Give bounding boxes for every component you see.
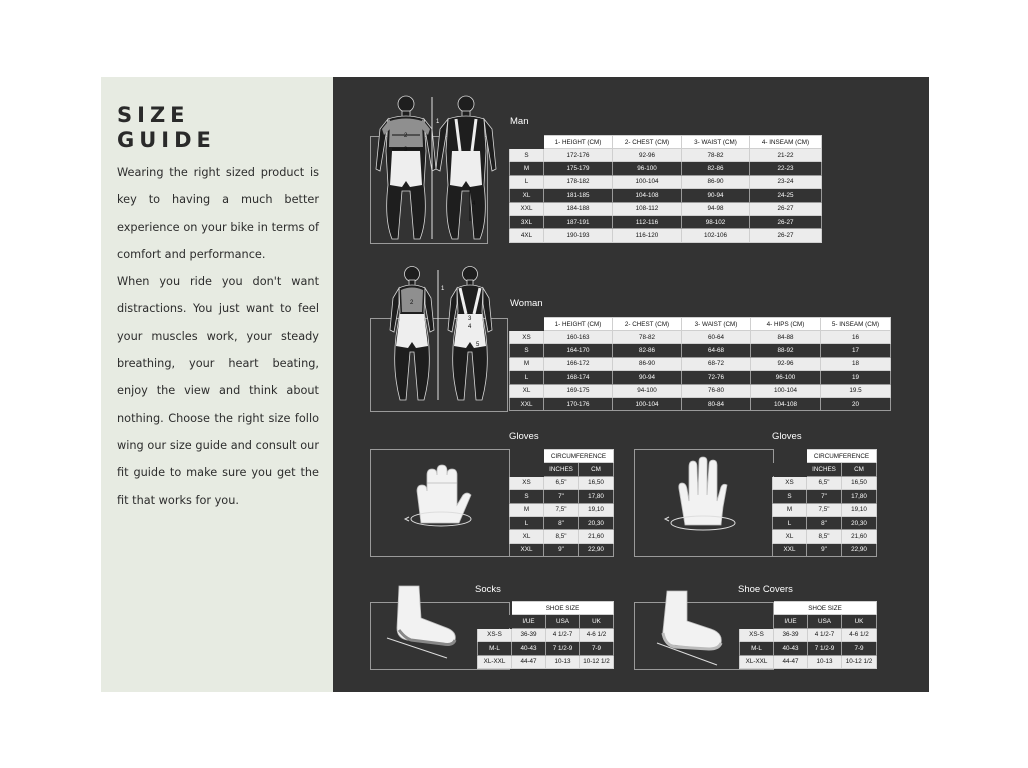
table-row — [510, 149, 822, 162]
empty-cell — [740, 602, 774, 615]
man-marker-4: 4 — [472, 201, 476, 207]
table-row — [510, 530, 614, 543]
value-cell: 4-6 1/2 — [842, 628, 877, 641]
page-title — [117, 103, 216, 153]
table-row — [740, 655, 877, 668]
size-cell: M — [773, 503, 807, 516]
size-cell: XL — [510, 530, 544, 543]
gloves-short-label: Gloves — [509, 431, 539, 442]
value-cell: 22-23 — [750, 162, 822, 175]
column-header: UK — [842, 615, 877, 628]
value-cell: 4 1/2-7 — [546, 628, 580, 641]
short-finger-glove-icon — [403, 461, 483, 541]
table-row — [510, 490, 614, 503]
table-row — [510, 331, 891, 344]
value-cell: 40-43 — [774, 642, 808, 655]
value-cell: 17,80 — [842, 490, 877, 503]
group-header: SHOE SIZE — [774, 602, 877, 615]
table-row — [773, 490, 877, 503]
column-header: INCHES — [807, 463, 842, 476]
size-cell: M — [510, 357, 544, 370]
value-cell: 8" — [807, 516, 842, 529]
value-cell: 90-94 — [613, 371, 682, 384]
table-row — [510, 397, 891, 410]
table-row — [773, 503, 877, 516]
value-cell: 9" — [807, 543, 842, 556]
value-cell: 92-96 — [751, 357, 821, 370]
empty-cell — [510, 450, 544, 463]
size-cell: M — [510, 162, 544, 175]
value-cell: 88-92 — [751, 344, 821, 357]
table-row — [510, 202, 822, 215]
empty-cell — [773, 463, 807, 476]
gloves-short-size-table — [509, 449, 614, 557]
value-cell: 175-179 — [544, 162, 613, 175]
empty-cell — [478, 615, 512, 628]
table-row — [510, 357, 891, 370]
intro-panel — [101, 77, 333, 692]
value-cell: 98-102 — [682, 215, 750, 228]
table-row — [510, 384, 891, 397]
value-cell: 6,5" — [807, 476, 842, 489]
value-cell: 90-94 — [682, 189, 750, 202]
value-cell: 19.5 — [821, 384, 891, 397]
value-cell: 16,50 — [842, 476, 877, 489]
table-row — [510, 215, 822, 228]
sub-header-row — [773, 463, 877, 476]
column-header: 1- HEIGHT (CM) — [544, 318, 613, 331]
value-cell: 172-176 — [544, 149, 613, 162]
table-row — [510, 189, 822, 202]
shoe-covers-label: Shoe Covers — [738, 584, 793, 595]
woman-header-row — [510, 318, 891, 331]
size-cell: XS — [510, 476, 544, 489]
value-cell: 68-72 — [682, 357, 751, 370]
value-cell: 96-100 — [751, 371, 821, 384]
value-cell: 8,5" — [807, 530, 842, 543]
socks-label: Socks — [475, 584, 501, 595]
man-header-row — [510, 136, 822, 149]
woman-size-table — [509, 317, 891, 411]
value-cell: 104-108 — [613, 189, 682, 202]
column-header: 1- HEIGHT (CM) — [544, 136, 613, 149]
size-cell: XS-S — [740, 628, 774, 641]
value-cell: 112-116 — [613, 215, 682, 228]
value-cell: 82-86 — [613, 344, 682, 357]
size-cell: L — [510, 175, 544, 188]
table-row — [510, 476, 614, 489]
man-figure-icon — [370, 89, 500, 247]
group-header-row — [740, 602, 877, 615]
value-cell: 170-176 — [544, 397, 613, 410]
value-cell: 20,30 — [579, 516, 614, 529]
man-marker-1: 1 — [436, 119, 440, 125]
size-cell: XL — [510, 384, 544, 397]
value-cell: 92-96 — [613, 149, 682, 162]
man-size-table — [509, 135, 822, 243]
size-cell: S — [510, 490, 544, 503]
value-cell: 164-170 — [544, 344, 613, 357]
value-cell: 190-193 — [544, 229, 613, 242]
size-cell: XS — [510, 331, 544, 344]
value-cell: 19,10 — [842, 503, 877, 516]
value-cell: 100-104 — [751, 384, 821, 397]
value-cell: 86-90 — [682, 175, 750, 188]
sub-header-row — [740, 615, 877, 628]
value-cell: 184-188 — [544, 202, 613, 215]
size-cell: M-L — [478, 642, 512, 655]
column-header: 2- CHEST (CM) — [613, 136, 682, 149]
table-row — [510, 516, 614, 529]
size-cell: XL — [510, 189, 544, 202]
value-cell: 94-98 — [682, 202, 750, 215]
value-cell: 82-86 — [682, 162, 750, 175]
gloves-full-label: Gloves — [772, 431, 802, 442]
value-cell: 116-120 — [613, 229, 682, 242]
size-cell: L — [510, 516, 544, 529]
woman-marker-4: 4 — [468, 324, 472, 330]
value-cell: 178-182 — [544, 175, 613, 188]
size-cell: XXL — [773, 543, 807, 556]
value-cell: 26-27 — [750, 229, 822, 242]
size-cell: L — [773, 516, 807, 529]
value-cell: 60-64 — [682, 331, 751, 344]
value-cell: 7-9 — [842, 642, 877, 655]
value-cell: 21,60 — [842, 530, 877, 543]
woman-figure-icon — [388, 260, 508, 410]
empty-cell — [773, 450, 807, 463]
table-row — [773, 516, 877, 529]
column-header: 4- HIPS (CM) — [751, 318, 821, 331]
value-cell: 84-88 — [751, 331, 821, 344]
value-cell: 7 1/2-9 — [808, 642, 842, 655]
group-header-row — [510, 450, 614, 463]
value-cell: 78-82 — [682, 149, 750, 162]
size-cell: XXL — [510, 543, 544, 556]
socks-size-table — [477, 601, 614, 669]
column-header: 3- WAIST (CM) — [682, 136, 750, 149]
group-header: CIRCUMFERENCE — [807, 450, 877, 463]
value-cell: 44-47 — [774, 655, 808, 668]
group-header: CIRCUMFERENCE — [544, 450, 614, 463]
size-cell: XL-XXL — [478, 655, 512, 668]
woman-marker-2: 2 — [410, 300, 414, 306]
value-cell: 24-25 — [750, 189, 822, 202]
value-cell: 36-39 — [774, 628, 808, 641]
value-cell: 16 — [821, 331, 891, 344]
size-cell: XL — [773, 530, 807, 543]
value-cell: 17 — [821, 344, 891, 357]
table-row — [773, 543, 877, 556]
value-cell: 7 1/2-9 — [546, 642, 580, 655]
sub-header-row — [478, 615, 614, 628]
value-cell: 64-68 — [682, 344, 751, 357]
column-header: I/UE — [512, 615, 546, 628]
group-header-row — [773, 450, 877, 463]
value-cell: 187-191 — [544, 215, 613, 228]
value-cell: 181-185 — [544, 189, 613, 202]
table-row — [478, 628, 614, 641]
value-cell: 21-22 — [750, 149, 822, 162]
column-header: I/UE — [774, 615, 808, 628]
table-row — [510, 543, 614, 556]
column-header: USA — [808, 615, 842, 628]
value-cell: 94-100 — [613, 384, 682, 397]
value-cell: 108-112 — [613, 202, 682, 215]
woman-label: Woman — [510, 298, 543, 309]
table-row — [510, 229, 822, 242]
value-cell: 10-13 — [546, 655, 580, 668]
column-header — [510, 136, 544, 149]
woman-marker-5: 5 — [476, 342, 480, 348]
empty-cell — [510, 463, 544, 476]
title-line-2: GUIDE — [117, 128, 216, 152]
size-charts-panel — [333, 77, 929, 692]
value-cell: 36-39 — [512, 628, 546, 641]
value-cell: 6,5" — [544, 476, 579, 489]
table-row — [740, 628, 877, 641]
table-row — [478, 642, 614, 655]
value-cell: 22,90 — [579, 543, 614, 556]
column-header: 2- CHEST (CM) — [613, 318, 682, 331]
value-cell: 20,30 — [842, 516, 877, 529]
value-cell: 17,80 — [579, 490, 614, 503]
value-cell: 160-163 — [544, 331, 613, 344]
column-header: 5- INSEAM (CM) — [821, 318, 891, 331]
empty-cell — [740, 615, 774, 628]
value-cell: 96-100 — [613, 162, 682, 175]
size-cell: S — [773, 490, 807, 503]
size-cell: XXL — [510, 397, 544, 410]
value-cell: 10-12 1/2 — [842, 655, 877, 668]
intro-paragraph-2: When you ride you don't want distractions. You just want to feel your muscles work, your steady breathing, your heart beating, enjoy the view and think about nothing. Choose the right size follo wing our size guide and consult our fit guide to make sure you get the fit that works for you. — [117, 275, 319, 507]
value-cell: 26-27 — [750, 215, 822, 228]
value-cell: 20 — [821, 397, 891, 410]
value-cell: 26-27 — [750, 202, 822, 215]
value-cell: 7-9 — [580, 642, 614, 655]
table-row — [773, 530, 877, 543]
title-line-1: SIZE — [117, 103, 190, 127]
man-label: Man — [510, 116, 529, 127]
value-cell: 23-24 — [750, 175, 822, 188]
value-cell: 7,5" — [807, 503, 842, 516]
column-header: 3- WAIST (CM) — [682, 318, 751, 331]
value-cell: 7" — [807, 490, 842, 503]
value-cell: 104-108 — [751, 397, 821, 410]
value-cell: 4-6 1/2 — [580, 628, 614, 641]
column-header: USA — [546, 615, 580, 628]
value-cell: 80-84 — [682, 397, 751, 410]
table-row — [510, 371, 891, 384]
value-cell: 10-13 — [808, 655, 842, 668]
value-cell: 169-175 — [544, 384, 613, 397]
size-cell: 4XL — [510, 229, 544, 242]
sub-header-row — [510, 463, 614, 476]
value-cell: 4 1/2-7 — [808, 628, 842, 641]
value-cell: 18 — [821, 357, 891, 370]
value-cell: 10-12 1/2 — [580, 655, 614, 668]
gloves-full-size-table — [772, 449, 877, 557]
group-header-row — [478, 602, 614, 615]
value-cell: 168-174 — [544, 371, 613, 384]
size-cell: XXL — [510, 202, 544, 215]
value-cell: 72-76 — [682, 371, 751, 384]
size-cell: XS — [773, 476, 807, 489]
size-cell: 3XL — [510, 215, 544, 228]
shoe-covers-size-table — [739, 601, 877, 669]
shoe-cover-icon — [649, 587, 729, 667]
table-row — [478, 655, 614, 668]
column-header: INCHES — [544, 463, 579, 476]
size-cell: M — [510, 503, 544, 516]
man-marker-2: 2 — [404, 133, 408, 139]
value-cell: 22,90 — [842, 543, 877, 556]
sock-icon — [385, 582, 465, 660]
value-cell: 21,60 — [579, 530, 614, 543]
column-header: UK — [580, 615, 614, 628]
table-row — [510, 344, 891, 357]
value-cell: 100-104 — [613, 397, 682, 410]
table-row — [510, 162, 822, 175]
table-row — [773, 476, 877, 489]
group-header: SHOE SIZE — [512, 602, 614, 615]
value-cell: 7,5" — [544, 503, 579, 516]
value-cell: 78-82 — [613, 331, 682, 344]
full-finger-glove-icon — [663, 457, 743, 543]
size-cell: S — [510, 149, 544, 162]
table-row — [740, 642, 877, 655]
value-cell: 9" — [544, 543, 579, 556]
value-cell: 19,10 — [579, 503, 614, 516]
value-cell: 40-43 — [512, 642, 546, 655]
value-cell: 44-47 — [512, 655, 546, 668]
value-cell: 166-172 — [544, 357, 613, 370]
column-header: CM — [579, 463, 614, 476]
value-cell: 7" — [544, 490, 579, 503]
value-cell: 100-104 — [613, 175, 682, 188]
table-row — [510, 175, 822, 188]
empty-cell — [478, 602, 512, 615]
woman-marker-1: 1 — [441, 286, 445, 292]
size-cell: XL-XXL — [740, 655, 774, 668]
value-cell: 8,5" — [544, 530, 579, 543]
size-cell: M-L — [740, 642, 774, 655]
column-header: 4- INSEAM (CM) — [750, 136, 822, 149]
column-header: CM — [842, 463, 877, 476]
man-marker-3: 3 — [404, 147, 408, 153]
table-row — [510, 503, 614, 516]
size-cell: S — [510, 344, 544, 357]
intro-text — [117, 159, 319, 514]
value-cell: 102-106 — [682, 229, 750, 242]
column-header — [510, 318, 544, 331]
value-cell: 76-80 — [682, 384, 751, 397]
size-cell: XS-S — [478, 628, 512, 641]
woman-marker-3: 3 — [468, 316, 472, 322]
size-cell: L — [510, 371, 544, 384]
value-cell: 86-90 — [613, 357, 682, 370]
intro-paragraph-1: Wearing the right sized product is key to having a much better experience on your bike in terms of comfort and performance. — [117, 166, 319, 261]
value-cell: 8" — [544, 516, 579, 529]
value-cell: 16,50 — [579, 476, 614, 489]
value-cell: 19 — [821, 371, 891, 384]
